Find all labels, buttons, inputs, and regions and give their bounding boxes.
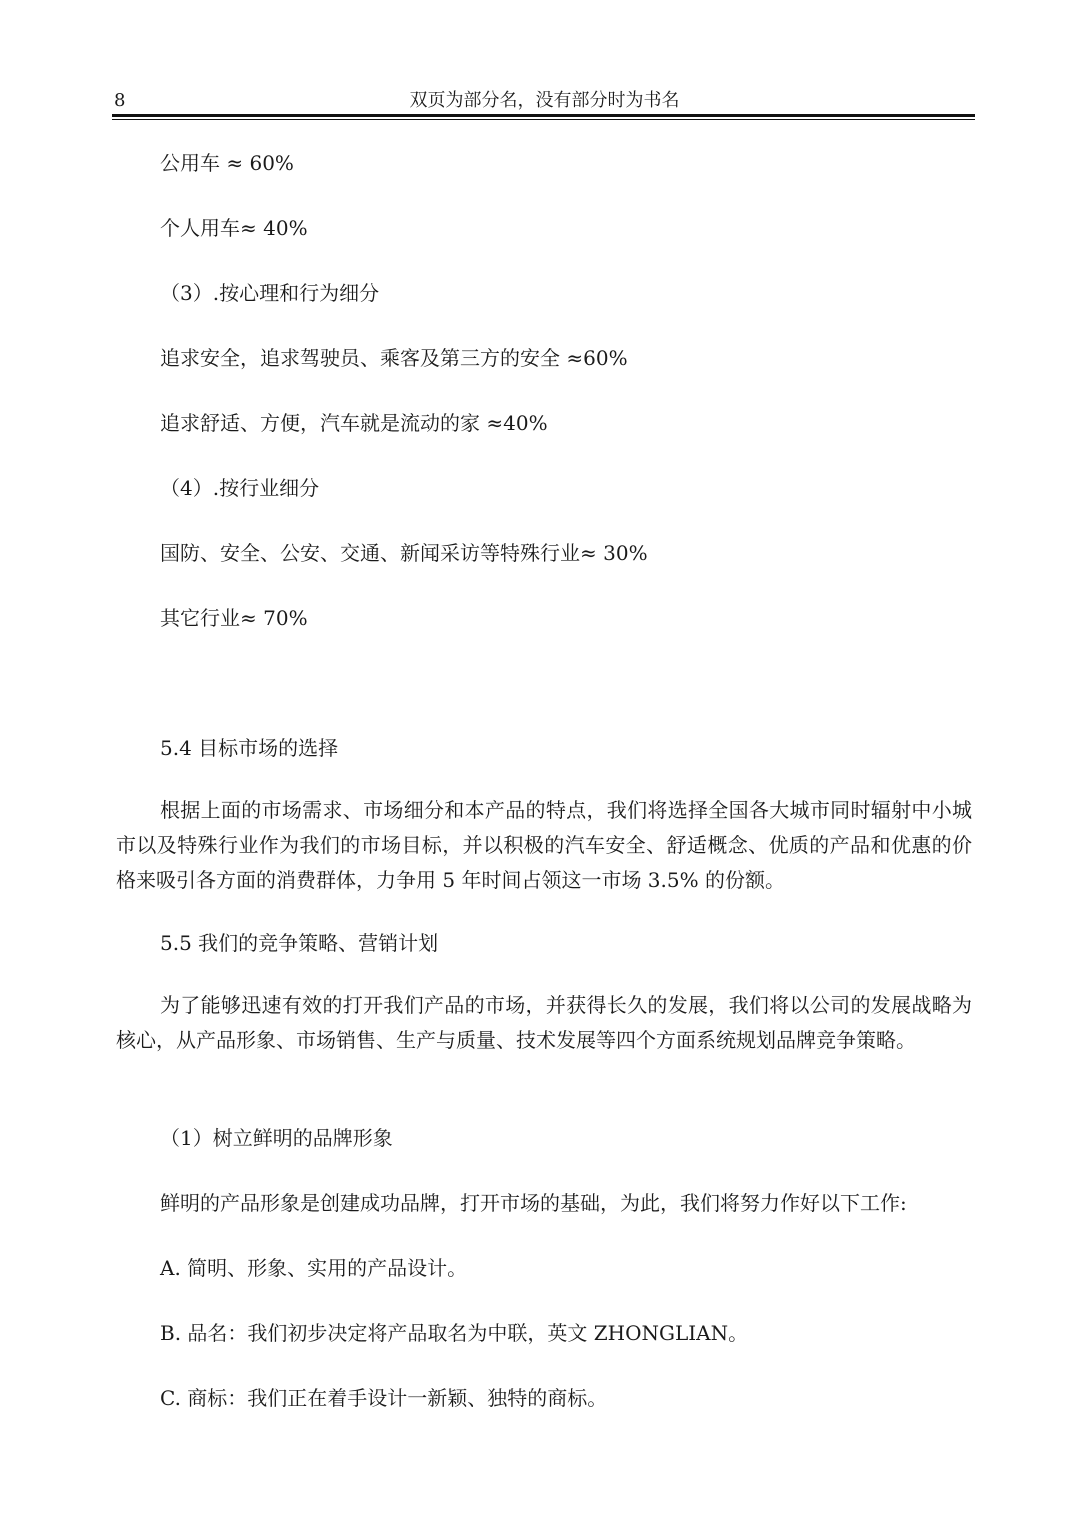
- segment-heading-industry: （4）.按行业细分: [160, 476, 320, 500]
- list-item-a: A. 简明、形象、实用的产品设计。: [160, 1256, 468, 1280]
- segment-line-public-car: 公用车 ≈ 60%: [160, 151, 294, 175]
- section-5-5-body: 为了能够迅速有效的打开我们产品的市场，并获得长久的发展，我们将以公司的发展战略为核心，从产品形象、市场销售、生产与质量、技术发展等四个方面系统规划品牌竞争策略。: [116, 993, 972, 1052]
- running-head: 双页为部分名，没有部分时为书名: [409, 90, 680, 111]
- segment-line-other-industry: 其它行业≈ 70%: [160, 606, 308, 630]
- section-5-5-heading: 5.5 我们的竞争策略、营销计划: [160, 931, 439, 955]
- segment-line-comfort: 追求舒适、方便，汽车就是流动的家 ≈40%: [160, 411, 548, 435]
- list-item-b: B. 品名：我们初步决定将产品取名为中联，英文 ZHONGLIAN。: [160, 1321, 749, 1345]
- brand-image-intro: 鲜明的产品形象是创建成功品牌，打开市场的基础，为此，我们将努力作好以下工作:: [160, 1191, 907, 1215]
- header-rule-thick: [112, 114, 975, 117]
- segment-line-safety: 追求安全，追求驾驶员、乘客及第三方的安全 ≈60%: [160, 346, 628, 370]
- segment-line-special-industry: 国防、安全、公安、交通、新闻采访等特殊行业≈ 30%: [160, 541, 648, 565]
- header-rule-thin: [112, 119, 975, 120]
- section-5-4-heading: 5.4 目标市场的选择: [160, 736, 339, 760]
- segment-line-private-car: 个人用车≈ 40%: [160, 216, 308, 240]
- segment-heading-psychology: （3）.按心理和行为细分: [160, 281, 380, 305]
- subsection-brand-image-heading: （1）树立鲜明的品牌形象: [160, 1126, 393, 1150]
- list-item-c: C. 商标：我们正在着手设计一新颖、独特的商标。: [160, 1386, 608, 1410]
- section-5-4-body: 根据上面的市场需求、市场细分和本产品的特点，我们将选择全国各大城市同时辐射中小城市以及特殊行业作为我们的市场目标，并以积极的汽车安全、舒适概念、优质的产品和优惠的价格来吸引各方面的消费群体，力争用 5 年时间占领这一市场 3.5% 的份额。: [116, 798, 972, 892]
- page-number: 8: [114, 90, 126, 111]
